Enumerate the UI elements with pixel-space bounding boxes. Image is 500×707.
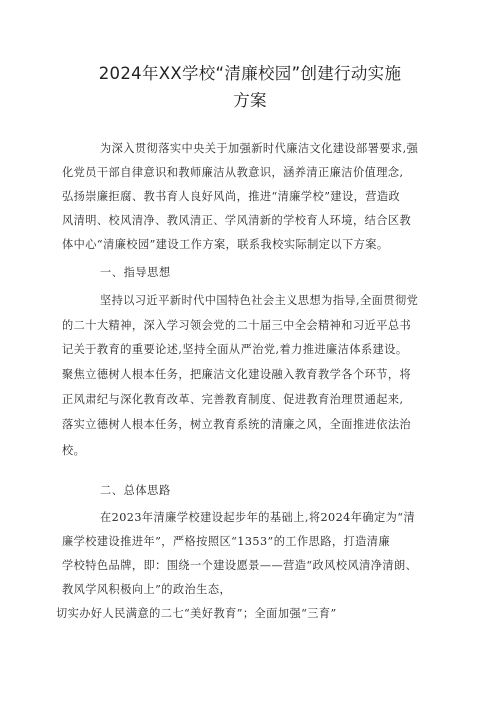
section2-line: 学校特色品牌，即：围绕一个建设愿景——营造“政风校风清净清朗、 [62,559,418,572]
document-title-line-1: 2024年XX学校“清廉校园”创建行动实施 [98,64,402,83]
section2-line: 在2023年清廉学校建设起步年的基础上,将2024年确定为“清 [100,511,416,524]
section2-line: 切实办好人民满意的二七“美好教育”；全面加强“三育” [56,607,337,620]
intro-line: 弘扬崇廉拒腐、教书育人良好风尚，推进“清廉学校”建设，营造政 [62,190,401,203]
section1-line: 聚焦立德树人根本任务，把廉洁文化建设融入教育教学各个环节，将 [62,368,412,381]
document-title-line-2: 方案 [233,91,267,110]
section1-line: 坚持以习近平新时代中国特色社会主义思想为指导,全面贯彻党 [100,294,419,307]
section1-line: 落实立德树人根本任务，树立教育系统的清廉之风，全面推进依法治 [62,418,412,431]
section1-line: 正风肃纪与深化教育改革、完善教育制度、促进教育治理贯通起来, [62,393,404,406]
intro-line: 化党员干部自律意识和教师廉洁从教意识，涵养清正廉洁价值理念, [62,166,404,179]
intro-line: 风清明、校风清净、教风清正、学风清新的学校育人环境，结合区教 [62,214,412,227]
section1-line: 的二十大精神，深入学习领会党的二十届三中全会精神和习近平总书 [62,319,412,332]
section2-line: 教风学风积极向上”的政治生态， [62,583,232,596]
section2-line: 廉学校建设推进年”，严格按照区“1353”的工作思路，打造清廉 [62,535,391,548]
intro-line: 为深入贯彻落实中央关于加强新时代廉洁文化建设部署要求,强 [100,142,419,155]
section1-line: 记关于教育的重要论述,坚持全面从严治党,着力推进廉洁体系建设。 [62,343,408,356]
section1-line: 校。 [62,444,86,457]
intro-line: 体中心“清廉校园”建设工作方案，联系我校实际制定以下方案。 [62,238,389,251]
section-heading-guiding-ideology: 一、指导思想 [100,266,171,279]
section-heading-overall-approach: 二、总体思路 [100,484,171,497]
